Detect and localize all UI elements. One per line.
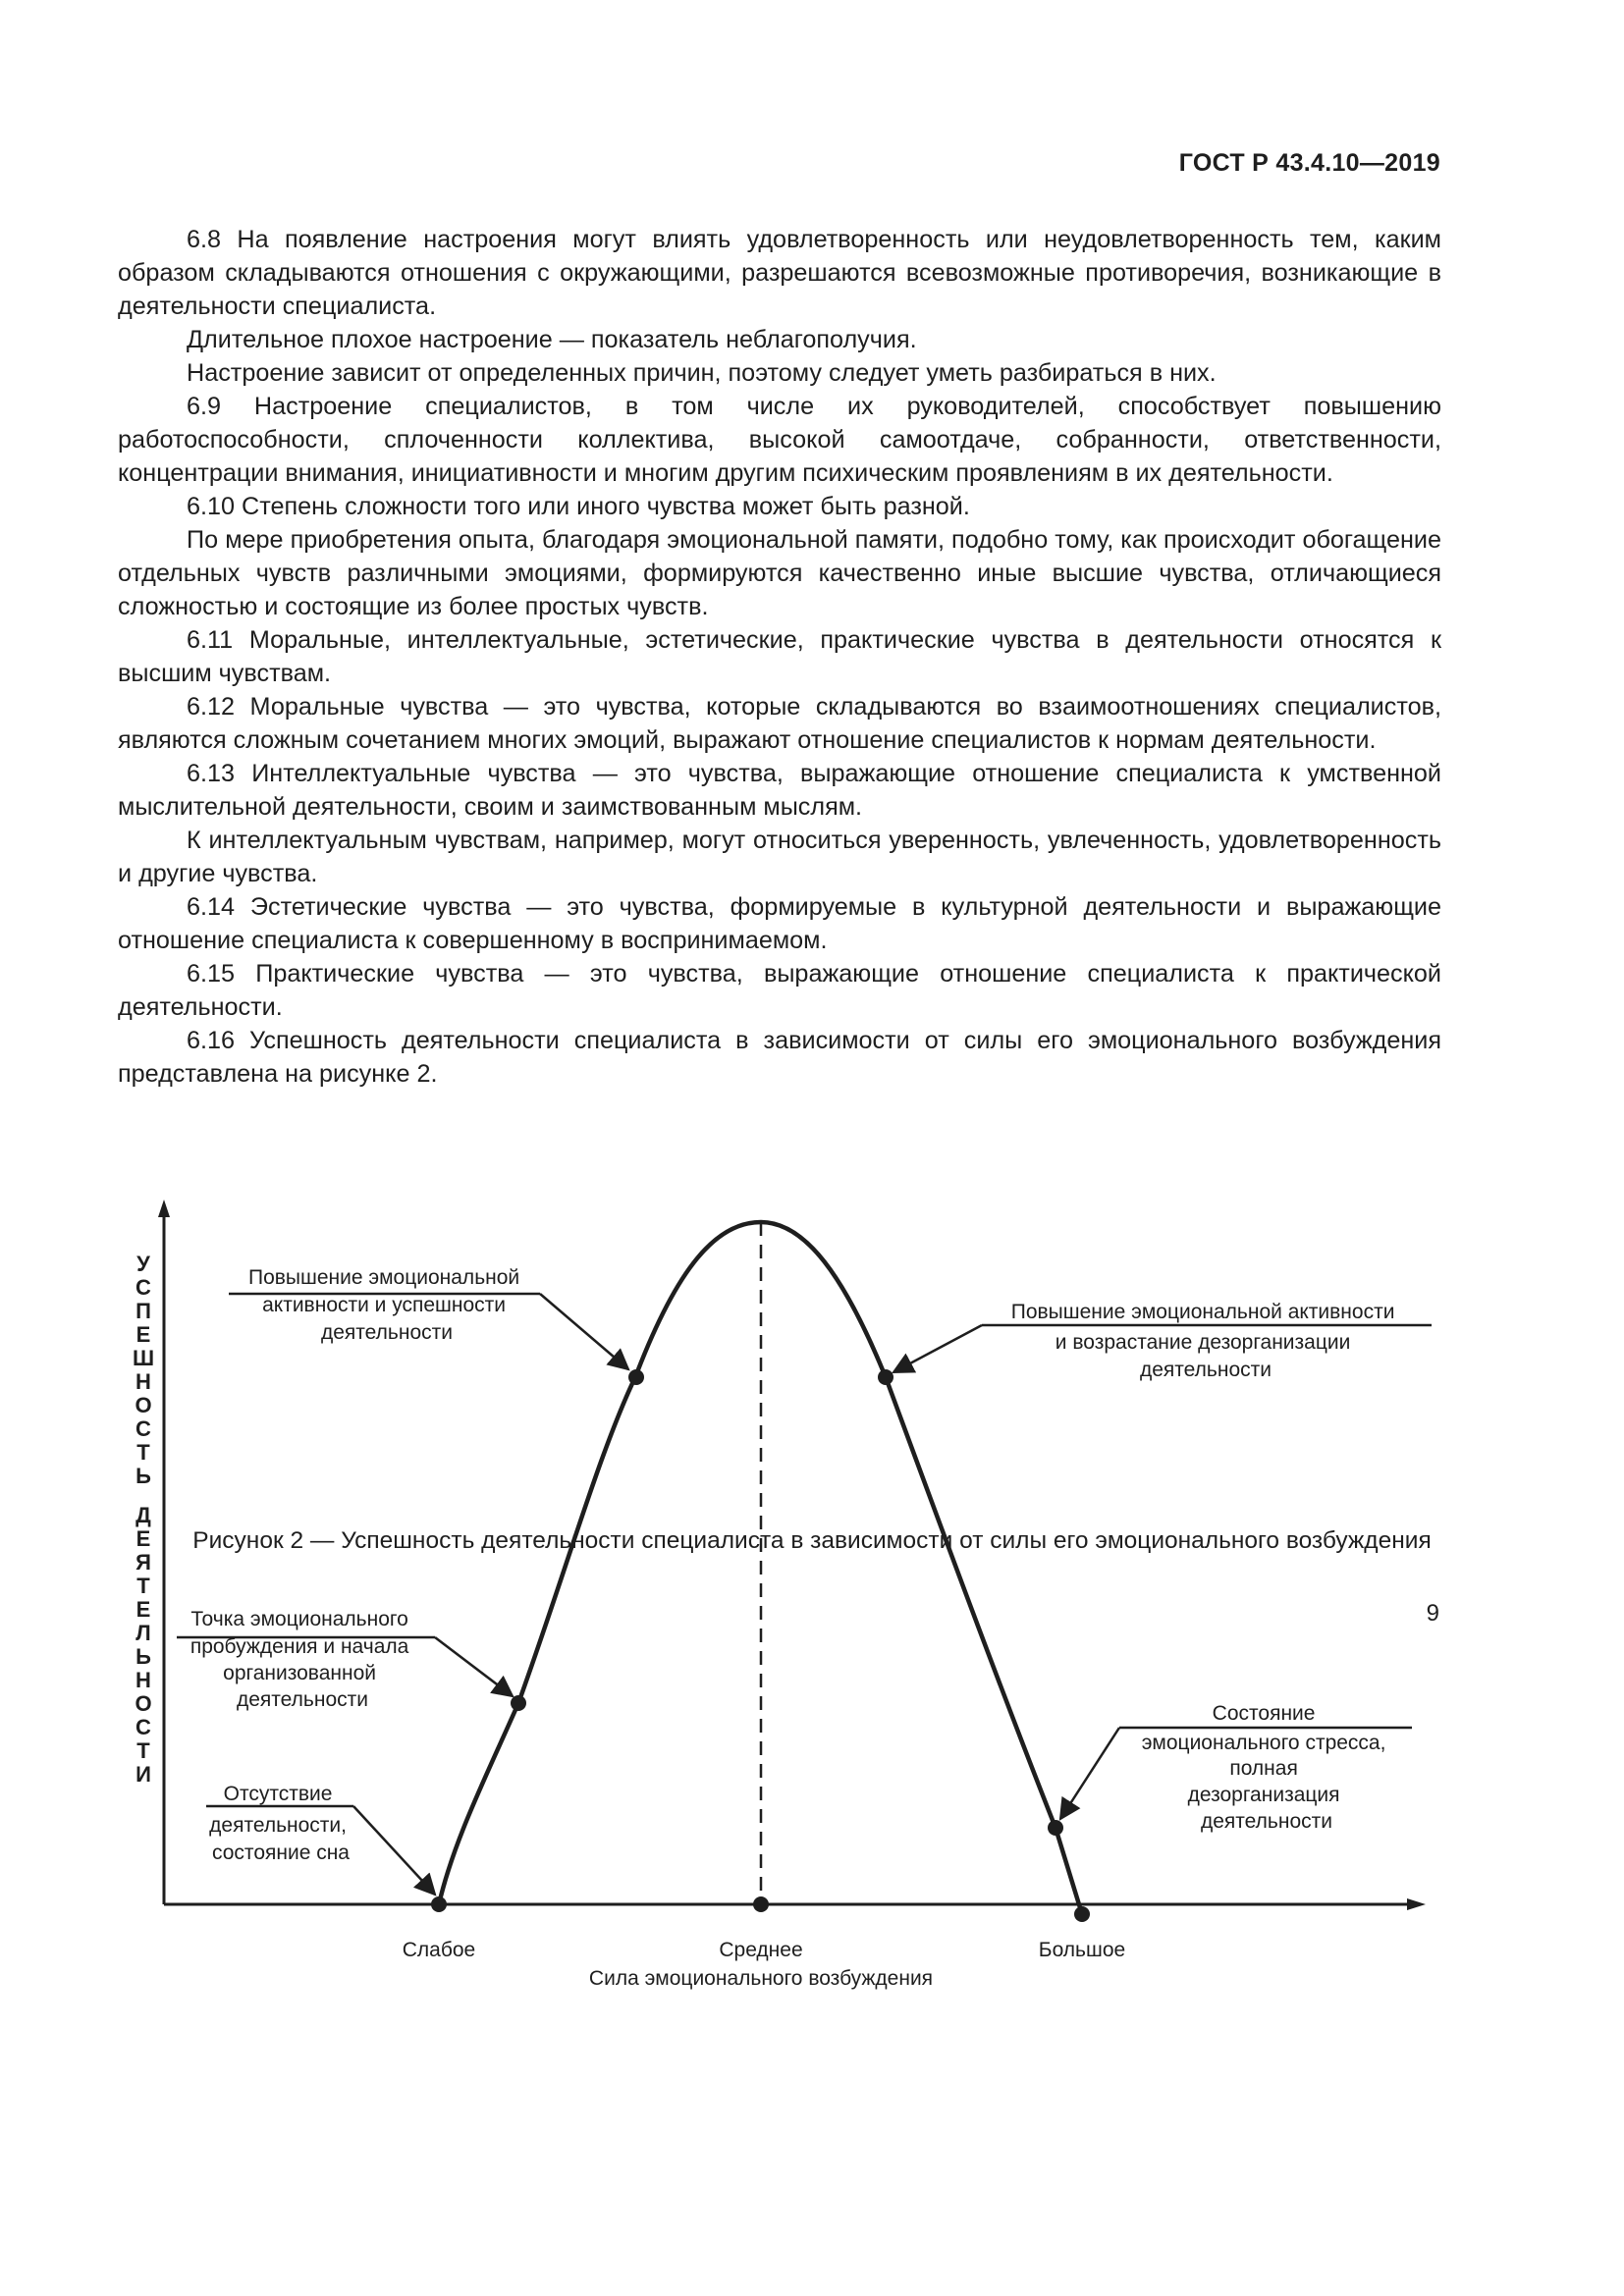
paragraph: 6.12 Моральные чувства — это чувства, которые складываются во взаимоотношениях специалистов, являются сложным сочетанием многих эмоций, выражают отношение специалистов к нормам деятельности. <box>118 693 1441 754</box>
paragraph: Длительное плохое настроение — показатель неблагополучия. <box>187 326 917 353</box>
x-tick-weak: Слабое <box>402 1939 476 1961</box>
y-axis-title-letter: Е <box>135 1597 151 1622</box>
point-wake <box>511 1695 526 1711</box>
y-axis-title-letter: Н <box>135 1369 151 1394</box>
leader-sleep-arrow <box>353 1806 435 1895</box>
paragraph: 6.8 На появление настроения могут влиять удовлетворенность или неудовлетворенность тем, каким образом складываются отношения с окружающими, разрешаются всевозможные противоречия, возникающие в деятельности специалиста. <box>118 226 1441 320</box>
point-stress <box>1048 1820 1063 1836</box>
chart-svg <box>0 1178 1624 1990</box>
point-peak <box>753 1896 769 1912</box>
body-text <box>118 223 1441 1091</box>
paragraph: 6.13 Интеллектуальные чувства — это чувства, выражающие отношение специалиста к умственной мыслительной деятельности, своим и заимствованным мыслям. <box>118 760 1441 821</box>
y-axis-title-letter: О <box>135 1691 152 1716</box>
y-axis-title-letter: Д <box>135 1503 151 1527</box>
y-axis-title-letter: С <box>135 1715 151 1739</box>
y-axis-title-letter: С <box>135 1275 151 1300</box>
ann-sleep-text: Отсутствие деятельности, состояние сна <box>209 1783 350 1864</box>
figure-caption: Рисунок 2 — Успешность деятельности специалиста в зависимости от силы его эмоционального возбуждения <box>192 1527 1432 1554</box>
y-axis-title-letter: Т <box>136 1440 150 1465</box>
y-axis-title-letter: Ь <box>135 1644 151 1669</box>
paragraph: 6.11 Моральные, интеллектуальные, эстетические, практические чувства в деятельности относятся к высшим чувствам. <box>118 626 1441 687</box>
y-axis-title-letter: Т <box>136 1574 150 1598</box>
y-axis-title-letter: П <box>135 1299 151 1323</box>
page-number: 9 <box>1426 1600 1439 1627</box>
leader-disorg-arrow <box>893 1325 982 1372</box>
point-disorg <box>878 1369 893 1385</box>
paragraph: 6.15 Практические чувства — это чувства, выражающие отношение специалиста к практической деятельности. <box>118 960 1441 1021</box>
leader-wake-arrow <box>435 1637 513 1696</box>
figure-2 <box>0 1178 1624 1990</box>
y-axis-title-letter: Е <box>135 1526 151 1551</box>
point-rise <box>628 1369 644 1385</box>
y-axis-title-letter: Н <box>135 1668 151 1692</box>
y-axis-title-letter: С <box>135 1416 151 1441</box>
leader-stress-arrow <box>1060 1728 1119 1819</box>
y-axis-title-letter: Я <box>135 1550 151 1575</box>
y-axis-title-letter: И <box>135 1762 151 1787</box>
document-header: ГОСТ Р 43.4.10—2019 <box>1178 149 1440 177</box>
y-axis-title-letter: Л <box>135 1621 151 1645</box>
paragraph: К интеллектуальным чувствам, например, могут относиться уверенность, увлеченность, удовлетворенность и другие чувства. <box>118 827 1441 887</box>
y-axis-title <box>133 1252 154 1787</box>
paragraph: 6.16 Успешность деятельности специалиста в зависимости от силы его эмоционального возбуждения представлена на рисунке 2. <box>118 1027 1441 1088</box>
paragraph: Настроение зависит от определенных причин, поэтому следует уметь разбираться в них. <box>187 359 1217 387</box>
paragraph: 6.10 Степень сложности того или иного чувства может быть разной. <box>187 493 970 520</box>
point-sleep <box>431 1896 447 1912</box>
x-tick-strong: Большое <box>1038 1939 1126 1961</box>
y-axis-title-letter: У <box>136 1252 150 1276</box>
paragraph: По мере приобретения опыта, благодаря эмоциональной памяти, подобно тому, как происходит обогащение отдельных чувств различными эмоциями, формируются качественно иные высшие чувства, отличающиеся сложностью и состоящие из более простых чувств. <box>118 526 1441 620</box>
ann-disorg-text: Повышение эмоциональной активности и возрастание дезорганизации деятельности <box>1010 1301 1395 1381</box>
x-axis-arrow <box>1407 1898 1426 1910</box>
ann-wake-text: Точка эмоционального пробуждения и начала организованной деятельности <box>189 1608 409 1711</box>
y-axis-arrow <box>158 1200 170 1217</box>
y-axis-title-letter: Т <box>136 1738 150 1763</box>
paragraph: 6.14 Эстетические чувства — это чувства, формируемые в культурной деятельности и выражающие отношение специалиста к совершенному в воспринимаемом. <box>118 893 1441 954</box>
point-high <box>1074 1906 1090 1922</box>
y-axis-title-letter: Ш <box>132 1346 155 1370</box>
y-axis-title-letter: Ь <box>135 1464 151 1488</box>
y-axis-title-letter: Е <box>135 1322 151 1347</box>
ann-rise-text: Повышение эмоциональной активности и успешности деятельности <box>248 1266 520 1344</box>
x-axis-title: Сила эмоционального возбуждения <box>588 1967 934 1990</box>
leader-rise-arrow <box>540 1294 628 1369</box>
ann-stress-text: Состояние эмоционального стресса, полная дезорганизация деятельности <box>1141 1702 1386 1833</box>
y-axis-title-letter: О <box>135 1393 152 1417</box>
x-tick-medium: Среднее <box>719 1939 803 1961</box>
paragraph: 6.9 Настроение специалистов, в том числе их руководителей, способствует повышению работоспособности, сплоченности коллектива, высокой самоотдаче, собранности, ответственности, концентрации внимания, инициативности и многим другим психическим проявлениям в их деятельности. <box>118 393 1441 487</box>
